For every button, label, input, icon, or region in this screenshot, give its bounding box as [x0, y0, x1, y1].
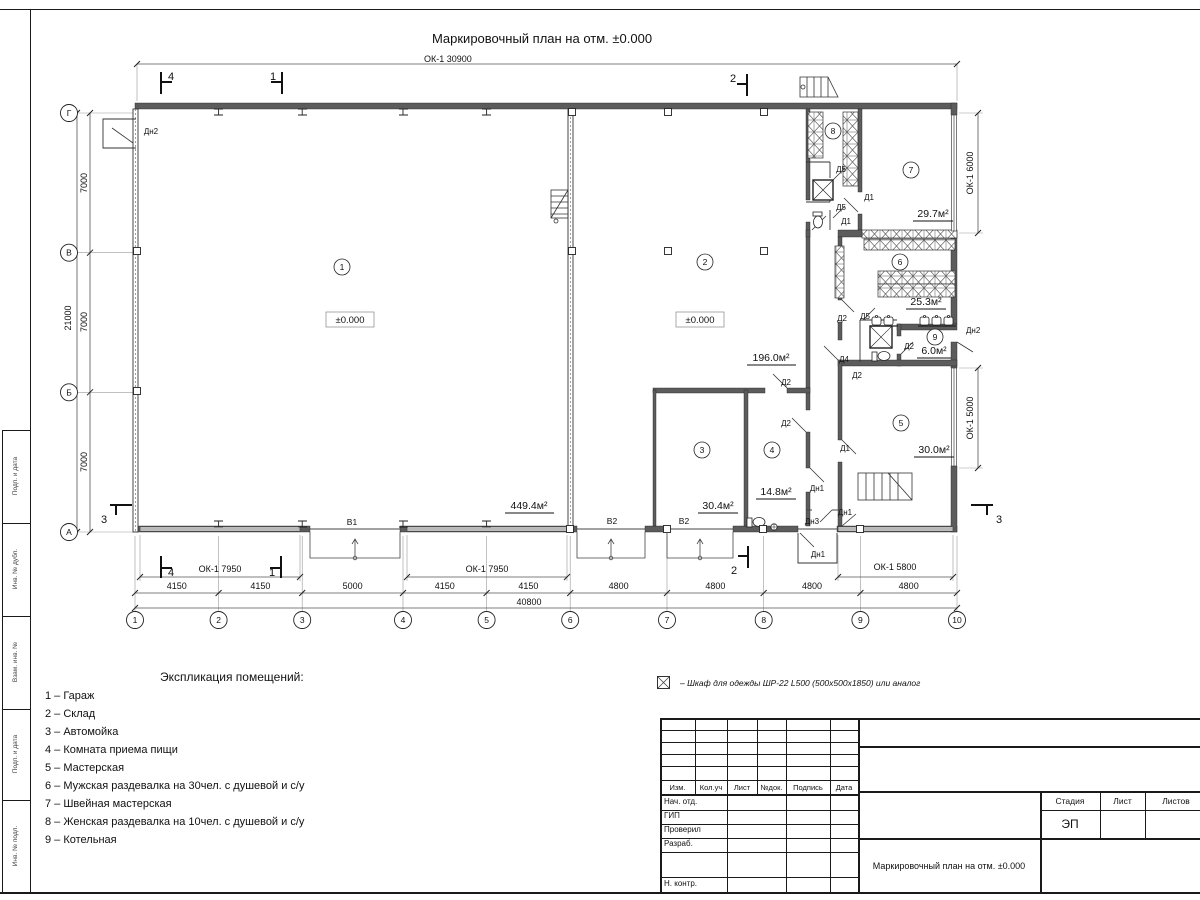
lockers [808, 112, 957, 298]
section-number: 4 [167, 567, 175, 579]
legend-item: 2 – Склад [45, 708, 96, 720]
area-label: 25.3м² [910, 296, 942, 308]
axis-bubble-label: В [66, 247, 72, 258]
door-label: Д1 [840, 444, 850, 453]
toilet [872, 352, 890, 362]
area-label: 29.7м² [917, 208, 949, 220]
legend-item: 6 – Мужская раздевалка на 30чел. с душевой и с/у [45, 780, 305, 792]
axis-bubble-label: А [66, 527, 72, 537]
walls-layer [135, 103, 957, 532]
door-label: Д2 [837, 314, 847, 323]
dimension-label: 4800 [608, 581, 629, 591]
section-number: 2 [730, 565, 738, 577]
legend-item: 1 – Гараж [45, 690, 95, 702]
room-number: 8 [830, 126, 836, 136]
section-number: 4 [167, 71, 175, 83]
sink [920, 315, 929, 325]
door-label: Дн3 [804, 517, 820, 526]
dimension-label: 5000 [342, 581, 363, 591]
area-label: 14.8м² [760, 486, 792, 498]
titleblock-doc-title: Маркировочный план на отм. ±0.000 [872, 860, 1026, 871]
door-label: Дн2 [966, 326, 981, 335]
door-label: Д1 [841, 217, 851, 226]
titleblock-col-header: Изм. [669, 782, 686, 792]
window-dim-label: ОК-1 5000 [965, 396, 975, 440]
axis-bubbles-bottom [127, 612, 966, 629]
window-symbols [140, 115, 957, 531]
area-label: 196.0м² [752, 352, 790, 364]
area-label: 6.0м² [921, 345, 947, 357]
titleblock-col-header: Подпись [793, 782, 823, 792]
column-symbols [134, 109, 864, 533]
dimension-label: 4800 [705, 581, 726, 591]
sheet-label: Лист [1113, 795, 1132, 806]
stairs-exterior-top [800, 77, 838, 97]
axis-bubble-label: 3 [299, 615, 305, 625]
dimension-label: 4150 [250, 581, 271, 591]
titleblock-role: Н. контр. [664, 879, 698, 888]
axis-bubble-label: Г [66, 108, 72, 118]
room-number: 1 [339, 262, 345, 272]
door-label: Д5 [836, 165, 846, 174]
room-number: 7 [908, 165, 914, 175]
door-label: Дн1 [809, 484, 825, 493]
axis-bubble-label: Б [66, 387, 72, 398]
door-label: Д2 [781, 378, 791, 387]
legend-item: 4 – Комната приема пищи [45, 744, 178, 756]
area-label: 30.0м² [918, 444, 950, 456]
titleblock-col-header: №док. [760, 782, 783, 792]
entrance-canopy [100, 119, 837, 563]
door-label: Дн2 [143, 127, 159, 136]
section-number: 1 [269, 71, 277, 83]
room-number: 5 [898, 418, 904, 428]
door-label: Дн1 [810, 550, 826, 559]
wardrobe-symbol-icon [657, 676, 670, 689]
door-label: Д2 [904, 342, 914, 351]
sink [932, 315, 941, 325]
sink [944, 315, 953, 325]
room-number: 9 [932, 332, 938, 342]
axis-bubble-labels-bottom [133, 615, 962, 625]
axis-bubble-label: 1 [132, 615, 138, 625]
gate-label: В1 [346, 517, 358, 527]
legend-item: 5 – Мастерская [45, 762, 125, 774]
section-number: 3 [100, 514, 108, 526]
window-dim-label: ОК-1 7950 [465, 564, 509, 574]
axis-bubble-label: 6 [567, 615, 573, 625]
gate-v2 [667, 532, 733, 560]
dimension-label: 7000 [79, 172, 89, 194]
drawing-title: Маркировочный план на отм. ±0.000 [431, 31, 653, 46]
shower-stall [870, 326, 892, 348]
gate-label: В2 [606, 516, 618, 526]
dimension-label: 4800 [898, 581, 919, 591]
level-mark: ±0.000 [685, 315, 715, 326]
window-dim-label: ОК-1 6000 [965, 151, 975, 195]
stamp-label: Инв. № подл. [12, 825, 19, 867]
toilet [813, 212, 823, 228]
frame-line [2, 430, 3, 893]
dimension-label: 4150 [434, 581, 455, 591]
frame-line [0, 9, 1200, 10]
door-labels [144, 127, 981, 559]
section-number: 1 [268, 567, 276, 579]
stairs-room2 [551, 190, 568, 223]
stage-label: Стадия [1055, 795, 1085, 806]
dimension-label: 7000 [79, 311, 89, 333]
axis-bubble-label: 10 [952, 615, 962, 625]
room-number: 3 [699, 445, 705, 455]
door-label: Дн1 [837, 508, 853, 517]
gate-v1 [310, 532, 400, 560]
section-markers [101, 71, 1002, 579]
stamp-label: Подп. и дата [12, 734, 19, 774]
axis-bubble-label: 9 [858, 615, 863, 625]
legend-item: 9 – Котельная [45, 834, 117, 846]
titleblock-role: Нач. отд. [664, 797, 698, 806]
top-window-label: ОК-1 30900 [424, 54, 472, 64]
total-dimension-label: 21000 [63, 305, 73, 331]
frame-line [30, 9, 31, 893]
area-label: 30.4м² [702, 500, 734, 512]
axis-bubble-label: 2 [216, 615, 221, 625]
shower-stall [813, 180, 833, 200]
door-label: Д2 [852, 371, 862, 380]
gate-v2 [577, 532, 645, 560]
axis-bubble-label: 5 [484, 615, 489, 625]
door-label: Д2 [781, 419, 791, 428]
floor-drain [771, 524, 777, 530]
legend-title: Экспликация помещений: [160, 670, 304, 684]
door-leafs [112, 128, 973, 547]
titleblock-role: Проверил [664, 825, 701, 834]
axis-bubble-label: 4 [400, 615, 406, 625]
titleblock-col-header: Дата [835, 782, 853, 792]
window-dim-label: ОК-1 5800 [873, 562, 917, 572]
titleblock-col-header: Лист [733, 782, 751, 792]
level-mark: ±0.000 [335, 315, 365, 326]
stamp-label: Подп. и дата [12, 456, 19, 496]
stairs-room5 [858, 473, 912, 500]
legend-item: 7 – Швейная мастерская [45, 798, 172, 810]
gate-symbols [310, 532, 733, 560]
legend-item: 3 – Автомойка [45, 726, 119, 738]
axis-bubble-label: 7 [664, 615, 670, 625]
titleblock-role: Разраб. [664, 839, 693, 848]
dimension-label: 4150 [518, 581, 539, 591]
window-dim-label: ОК-1 7950 [198, 564, 242, 574]
room-number: 6 [897, 257, 903, 267]
titleblock-col-header: Кол.уч [699, 782, 723, 792]
room-number: 4 [769, 445, 775, 455]
level-marks [326, 312, 724, 327]
door-label: Д4 [839, 355, 849, 364]
stage-value: ЭП [1061, 817, 1079, 831]
axis-bubble-label: 8 [761, 615, 767, 625]
dimension-label: 7000 [79, 451, 89, 473]
legend-item: 8 – Женская раздевалка на 10чел. с душевой и с/у [45, 816, 305, 828]
sink [884, 315, 893, 325]
section-number: 3 [995, 514, 1003, 526]
sink [872, 315, 881, 325]
room-number: 2 [702, 257, 708, 267]
sheets-label: Листов [1162, 795, 1190, 806]
dimension-label: 4800 [801, 581, 823, 591]
area-label: 449.4м² [510, 500, 548, 512]
door-label: Д5 [860, 312, 870, 321]
stamp-label: Инв. № дубл. [12, 548, 19, 590]
titleblock-role: ГИП [664, 811, 680, 820]
dimension-label: 4150 [166, 581, 187, 591]
wardrobe-note-text: – Шкаф для одежды ШР-22 L500 (500x500x1850) или аналог [680, 678, 921, 688]
gate-label: В2 [678, 516, 690, 526]
door-label: Д1 [864, 193, 874, 202]
stamp-label: Взам. инв. № [12, 641, 19, 683]
door-label: Д5 [836, 203, 846, 212]
section-number: 2 [729, 73, 737, 85]
total-dimension-label: 40800 [516, 597, 542, 607]
gate-labels [347, 516, 690, 527]
